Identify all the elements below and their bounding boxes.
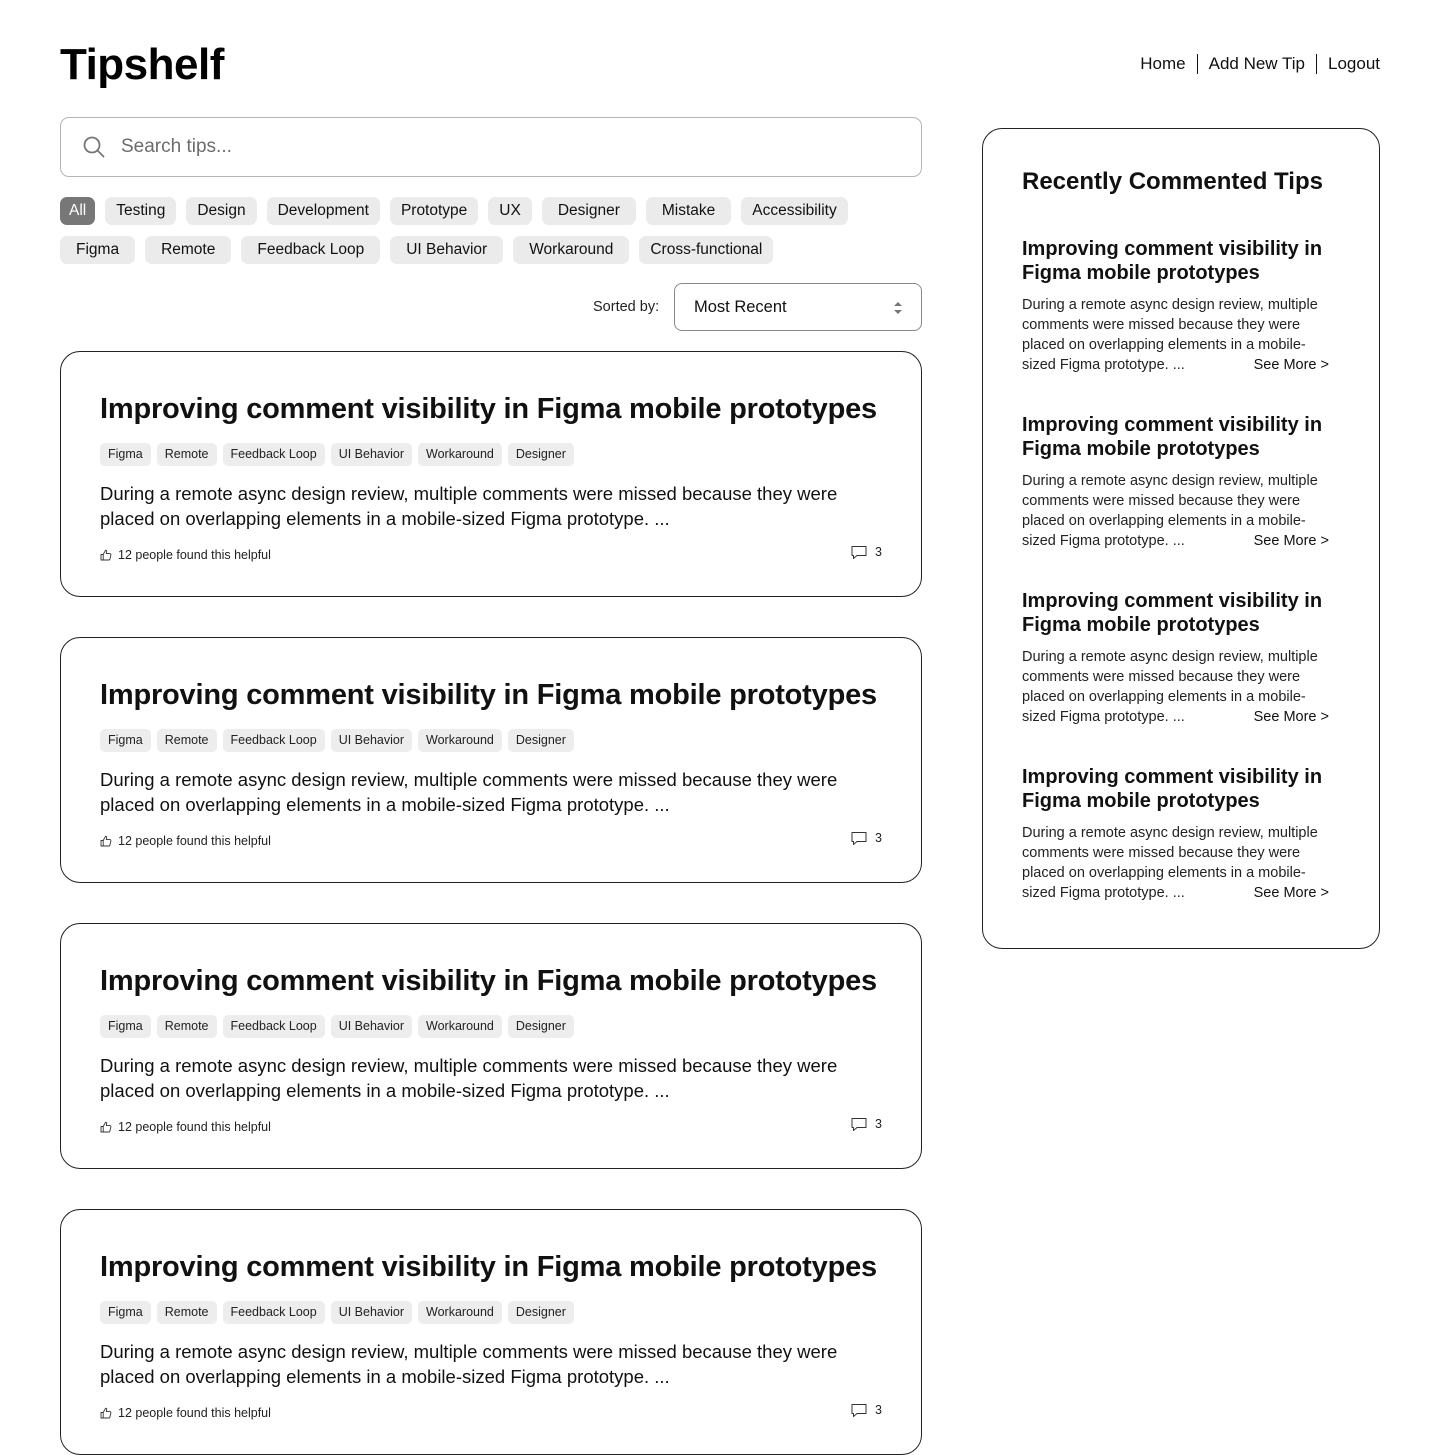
recent-tip-excerpt: During a remote async design review, multiple comments were missed because they were placed on overlapping elements in a mobile-sized Figma prototype. ... (1022, 649, 1318, 725)
recent-tip-title[interactable]: Improving comment visibility in Figma mobile prototypes (1022, 766, 1323, 812)
sort-select[interactable] (674, 283, 922, 331)
comment-count-text: 3 (875, 1117, 882, 1131)
sort-arrows-icon (893, 300, 903, 316)
recent-tip-excerpt-block (1022, 647, 1332, 727)
nav-divider (1197, 54, 1198, 74)
filter-chip-ux[interactable]: UX (488, 197, 532, 225)
tip-footer (100, 545, 882, 562)
comment-count-text: 3 (875, 831, 882, 845)
tip-footer (100, 831, 882, 848)
recent-tip-excerpt-block (1022, 823, 1332, 903)
helpful-count[interactable] (100, 1120, 271, 1134)
recent-tip-excerpt-block (1022, 471, 1332, 551)
tip-card[interactable] (60, 1209, 922, 1455)
tip-excerpt: During a remote async design review, multiple comments were missed because they were placed on overlapping elements in a mobile-sized Figma prototype. ... (100, 769, 838, 815)
filter-chip-workaround[interactable]: Workaround (513, 236, 629, 264)
tip-excerpt: During a remote async design review, multiple comments were missed because they were placed on overlapping elements in a mobile-sized Figma prototype. ... (100, 483, 838, 529)
tip-tag[interactable]: Figma (100, 1015, 151, 1038)
tip-card[interactable] (60, 637, 922, 883)
tip-tag[interactable]: Designer (508, 1015, 574, 1038)
filter-chip-all[interactable]: All (60, 197, 95, 225)
tip-tag[interactable]: Remote (157, 443, 217, 466)
filter-chip-remote[interactable]: Remote (145, 236, 231, 264)
tip-tag[interactable]: UI Behavior (331, 1301, 412, 1324)
app-logo[interactable]: Tipshelf (60, 40, 224, 89)
helpful-text: 12 people found this helpful (118, 1406, 271, 1420)
tip-tag[interactable]: Feedback Loop (223, 443, 325, 466)
filter-chip-prototype[interactable]: Prototype (390, 197, 478, 225)
filter-chip-cross-functional[interactable]: Cross-functional (639, 236, 773, 264)
helpful-text: 12 people found this helpful (118, 1120, 271, 1134)
recent-tip-excerpt: During a remote async design review, multiple comments were missed because they were placed on overlapping elements in a mobile-sized Figma prototype. ... (1022, 297, 1318, 373)
tip-excerpt: During a remote async design review, multiple comments were missed because they were placed on overlapping elements in a mobile-sized Figma prototype. ... (100, 1341, 838, 1387)
tip-tags (100, 1015, 882, 1038)
tip-tag[interactable]: Feedback Loop (223, 729, 325, 752)
filter-chip-feedback-loop[interactable]: Feedback Loop (241, 236, 380, 264)
recent-tip-excerpt-block (1022, 295, 1332, 375)
nav-divider (1316, 54, 1317, 74)
sort-value: Most Recent (694, 297, 787, 316)
tip-tag[interactable]: Figma (100, 729, 151, 752)
tip-tag[interactable]: Feedback Loop (223, 1301, 325, 1324)
tip-tag[interactable]: UI Behavior (331, 1015, 412, 1038)
recent-tip-item[interactable] (1022, 765, 1340, 903)
comment-count[interactable] (851, 831, 882, 846)
comment-count-text: 3 (875, 545, 882, 559)
tip-title[interactable]: Improving comment visibility in Figma mobile prototypes (100, 1251, 877, 1283)
see-more-link[interactable]: See More > (1248, 355, 1329, 375)
tip-tag[interactable]: Workaround (418, 1015, 502, 1038)
tip-title[interactable]: Improving comment visibility in Figma mobile prototypes (100, 393, 877, 425)
comment-bubble-icon (851, 831, 867, 846)
tip-footer (100, 1403, 882, 1420)
filter-chip-testing[interactable]: Testing (105, 197, 176, 225)
comment-count[interactable] (851, 545, 882, 560)
recent-tip-excerpt: During a remote async design review, multiple comments were missed because they were placed on overlapping elements in a mobile-sized Figma prototype. ... (1022, 825, 1318, 901)
filter-chip-mistake[interactable]: Mistake (646, 197, 731, 225)
tip-tags (100, 443, 882, 466)
filter-chip-accessibility[interactable]: Accessibility (741, 197, 847, 225)
see-more-link[interactable]: See More > (1248, 531, 1329, 551)
nav-logout-link[interactable]: Logout (1328, 54, 1380, 73)
filter-chips (60, 197, 922, 264)
tip-card[interactable] (60, 351, 922, 597)
tip-card[interactable] (60, 923, 922, 1169)
nav-add-new-tip-link[interactable]: Add New Tip (1208, 54, 1305, 73)
thumbs-up-icon (100, 835, 112, 847)
tip-tag[interactable]: UI Behavior (331, 729, 412, 752)
tip-tag[interactable]: Designer (508, 1301, 574, 1324)
filter-chip-development[interactable]: Development (267, 197, 380, 225)
filter-chip-ui-behavior[interactable]: UI Behavior (390, 236, 503, 264)
search-bar (60, 117, 922, 177)
recent-tip-title[interactable]: Improving comment visibility in Figma mobile prototypes (1022, 414, 1323, 460)
tip-tag[interactable]: Feedback Loop (223, 1015, 325, 1038)
tip-title[interactable]: Improving comment visibility in Figma mobile prototypes (100, 679, 877, 711)
filter-chip-figma[interactable]: Figma (60, 236, 135, 264)
recent-tip-title[interactable]: Improving comment visibility in Figma mobile prototypes (1022, 590, 1323, 636)
tip-title[interactable]: Improving comment visibility in Figma mobile prototypes (100, 965, 877, 997)
tip-tag[interactable]: Designer (508, 729, 574, 752)
nav-home-link[interactable]: Home (1140, 54, 1186, 73)
recent-tip-item[interactable] (1022, 589, 1340, 727)
filter-chip-designer[interactable]: Designer (542, 197, 636, 225)
recent-tip-excerpt: During a remote async design review, multiple comments were missed because they were placed on overlapping elements in a mobile-sized Figma prototype. ... (1022, 473, 1318, 549)
comment-bubble-icon (851, 545, 867, 560)
recent-tip-item[interactable] (1022, 413, 1340, 551)
tip-tag[interactable]: UI Behavior (331, 443, 412, 466)
comment-count[interactable] (851, 1117, 882, 1132)
tip-tag[interactable]: Remote (157, 1301, 217, 1324)
tip-excerpt: During a remote async design review, multiple comments were missed because they were placed on overlapping elements in a mobile-sized Figma prototype. ... (100, 1055, 838, 1101)
helpful-text: 12 people found this helpful (118, 548, 271, 562)
sort-label: Sorted by: (593, 299, 660, 315)
tip-tags (100, 729, 882, 752)
tip-tag[interactable]: Figma (100, 443, 151, 466)
see-more-link[interactable]: See More > (1248, 883, 1329, 903)
tip-tags (100, 1301, 882, 1324)
comment-count-text: 3 (875, 1403, 882, 1417)
comment-bubble-icon (851, 1403, 867, 1418)
helpful-text: 12 people found this helpful (118, 834, 271, 848)
thumbs-up-icon (100, 1121, 112, 1133)
tip-tag[interactable]: Workaround (418, 1301, 502, 1324)
tip-tag[interactable]: Workaround (418, 443, 502, 466)
tip-tag[interactable]: Figma (100, 1301, 151, 1324)
see-more-link[interactable]: See More > (1248, 707, 1329, 727)
tip-tag[interactable]: Workaround (418, 729, 502, 752)
thumbs-up-icon (100, 549, 112, 561)
sidebar-title: Recently Commented Tips (1022, 168, 1323, 195)
search-icon (83, 136, 105, 158)
top-nav (1140, 54, 1380, 74)
recent-comments-sidebar (982, 128, 1380, 949)
tip-tag[interactable]: Remote (157, 729, 217, 752)
tip-tag[interactable]: Designer (508, 443, 574, 466)
helpful-count[interactable] (100, 834, 271, 848)
thumbs-up-icon (100, 1407, 112, 1419)
tip-footer (100, 1117, 882, 1134)
tip-tag[interactable]: Remote (157, 1015, 217, 1038)
helpful-count[interactable] (100, 548, 271, 562)
recent-tip-title[interactable]: Improving comment visibility in Figma mobile prototypes (1022, 238, 1323, 284)
comment-count[interactable] (851, 1403, 882, 1418)
filter-chip-design[interactable]: Design (186, 197, 256, 225)
helpful-count[interactable] (100, 1406, 271, 1420)
comment-bubble-icon (851, 1117, 867, 1132)
search-input[interactable] (121, 136, 841, 158)
recent-tip-item[interactable] (1022, 237, 1340, 375)
